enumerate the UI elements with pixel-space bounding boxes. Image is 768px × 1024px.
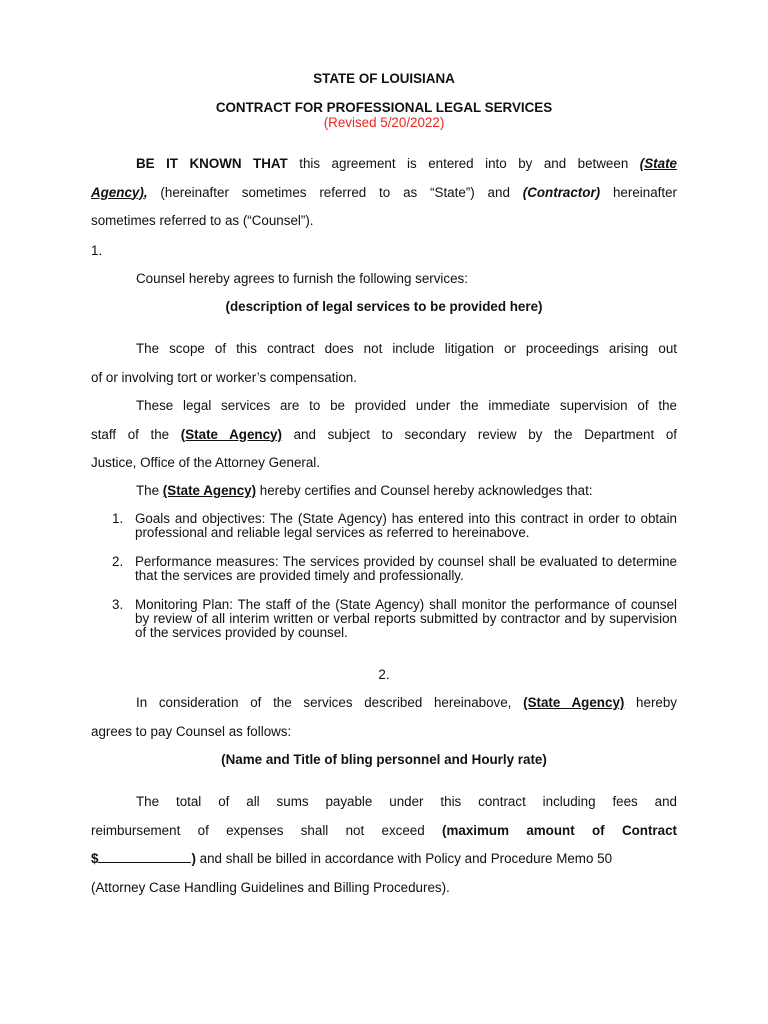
list-item: 1. Goals and objectives: The (State Agency) has entered into this contract in order to obtain professional and reliable legal services as referred to hereinabove. bbox=[112, 511, 677, 541]
amount-blank-line bbox=[98, 850, 191, 863]
state-agency-placeholder: (State Agency) bbox=[162, 483, 257, 498]
consideration-paragraph: In consideration of the services described hereinabove, (State Agency) hereby agrees to pay Counsel as follows: bbox=[91, 695, 678, 739]
section-number-1: 1. bbox=[91, 243, 103, 258]
state-agency-placeholder: (State bbox=[639, 156, 677, 171]
revised-date: (Revised 5/20/2022) bbox=[323, 115, 445, 130]
supervision-paragraph: These legal services are to be provided under the immediate supervision of the staff of the (State Agency) and subject to secondary review by the Department of Justice, Office of the Attorney General. bbox=[91, 398, 677, 470]
state-agency-placeholder: (State Agency) bbox=[523, 695, 625, 710]
contract-title: CONTRACT FOR PROFESSIONAL LEGAL SERVICES bbox=[215, 100, 553, 115]
goals-list bbox=[91, 512, 677, 641]
maximum-amount-placeholder: (maximum amount of Contract bbox=[442, 822, 677, 838]
certifies-paragraph: The (State Agency) hereby certifies and Counsel hereby acknowledges that: bbox=[136, 483, 593, 498]
list-item: 2. Performance measures: The services provided by counsel shall be evaluated to determine that the services are provided timely and professionally. bbox=[112, 553, 677, 584]
be-it-known: BE IT KNOWN THAT bbox=[136, 156, 288, 171]
section-number-2: 2. bbox=[378, 667, 390, 682]
intro-paragraph: BE IT KNOWN THAT this agreement is entered into by and between (State Agency), (hereinafter sometimes referred to as “State”) and (Contractor) hereinafter sometimes referred to as (“Counsel”). bbox=[91, 156, 677, 228]
scope-paragraph: The scope of this contract does not include litigation or proceedings arising out of or involving tort or worker’s compensation. bbox=[91, 341, 677, 385]
services-intro: Counsel hereby agrees to furnish the following services: bbox=[136, 271, 468, 286]
total-paragraph: The total of all sums payable under this contract including fees and reimbursement of expenses shall not exceed (maximum amount of Contract $ ) and shall be billed in accordance with Policy and Procedure Memo 50 (Attorney Case Handling Guidelines and Billing Procedures). bbox=[91, 794, 677, 895]
services-placeholder: (description of legal services to be provided here) bbox=[225, 299, 543, 314]
personnel-placeholder: (Name and Title of bling personnel and Hourly rate) bbox=[221, 752, 547, 767]
state-heading: STATE OF LOUISIANA bbox=[313, 71, 455, 86]
list-item: 3. Monitoring Plan: The staff of the (State Agency) shall monitor the performance of counsel by review of all interim written or verbal reports submitted by contractor and by supervision of the services provided by counsel. bbox=[112, 596, 677, 641]
state-agency-placeholder: (State Agency) bbox=[180, 426, 282, 442]
contractor-placeholder: (Contractor) bbox=[522, 184, 601, 200]
